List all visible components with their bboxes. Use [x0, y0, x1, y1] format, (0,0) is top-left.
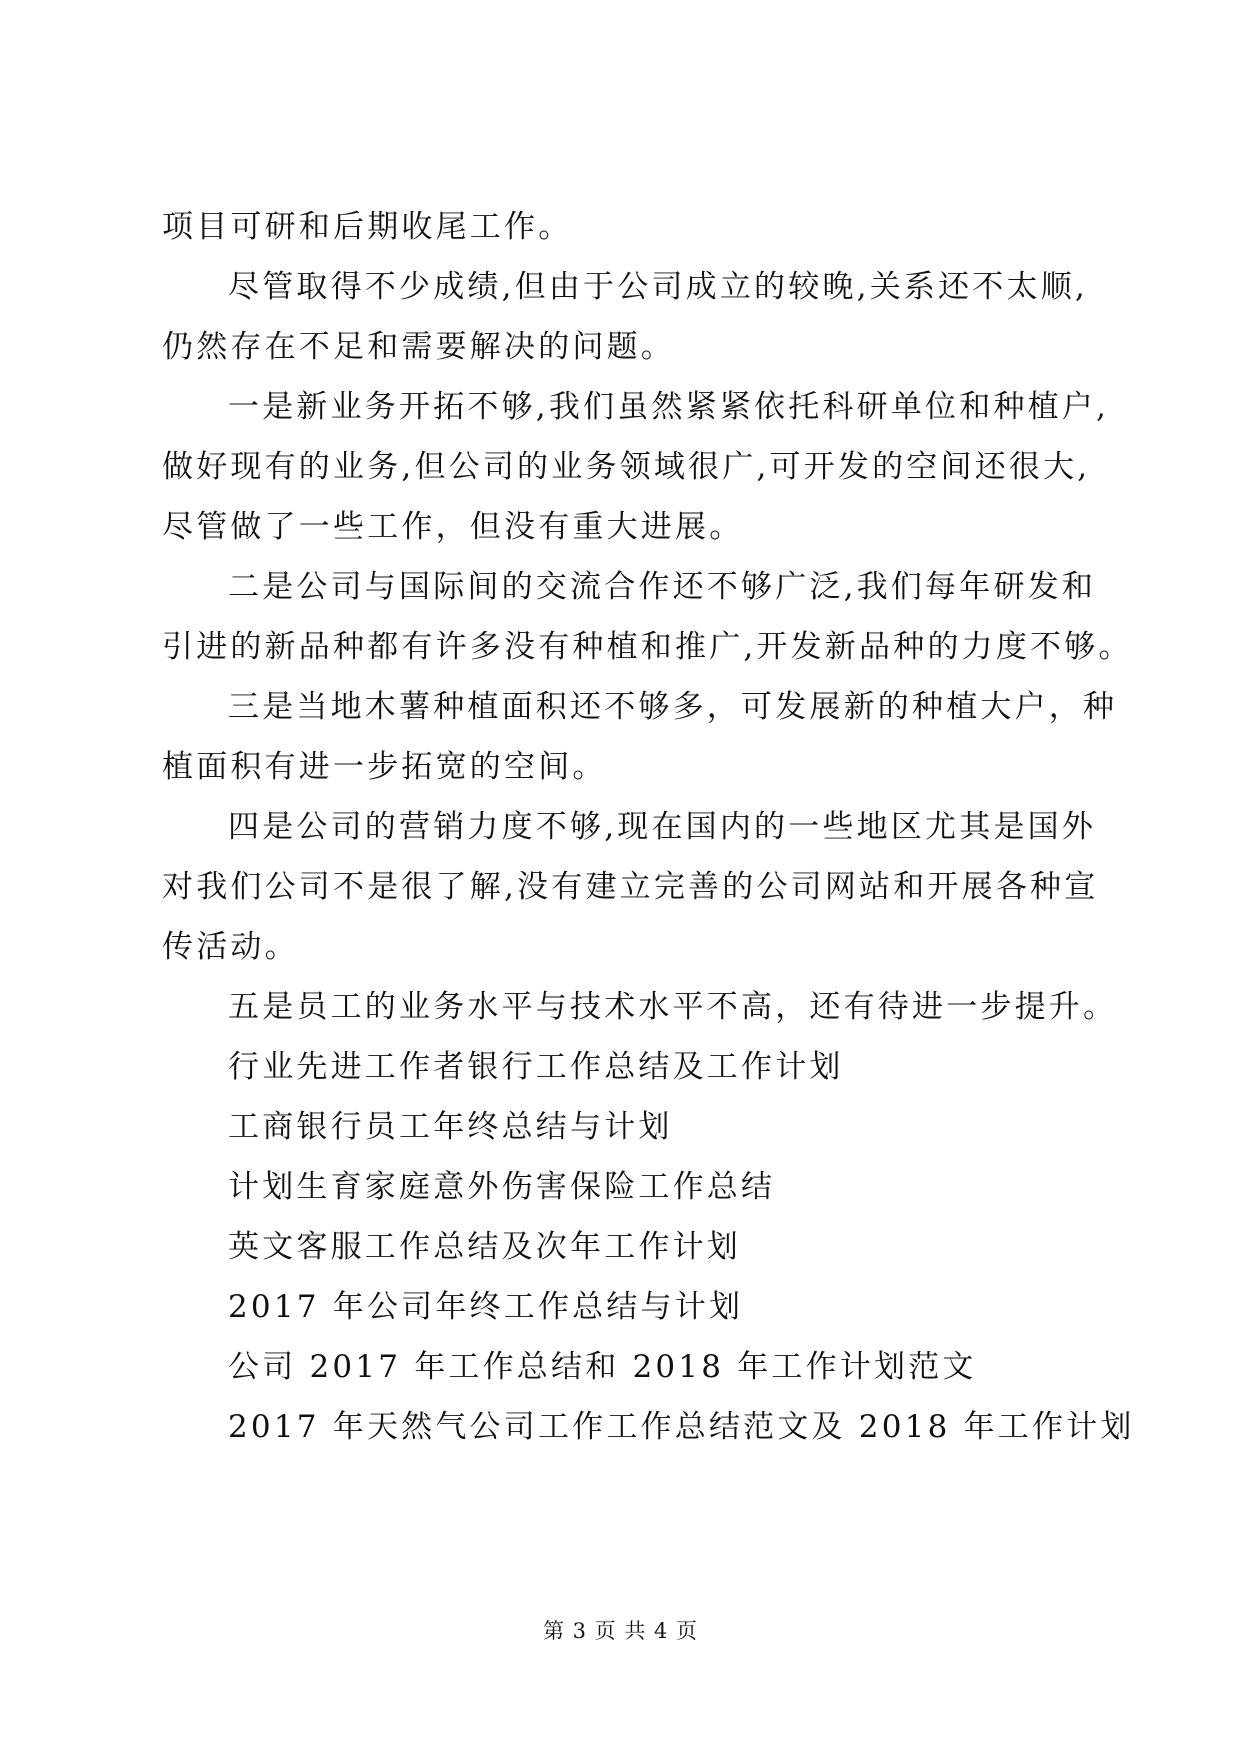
related-link-text: 工商银行员工年终总结与计划 [228, 1109, 673, 1145]
text-line: 四是公司的营销力度不够,现在国内的一些地区尤其是国外 [228, 809, 1097, 845]
text-line: 尽管做了一些工作，但没有重大进展。 [162, 509, 744, 545]
related-link-text: 2017 年天然气公司工作工作总结范文及 2018 年工作计划 [228, 1409, 1135, 1445]
text-line: 引进的新品种都有许多没有种植和推广,开发新品种的力度不够。 [162, 629, 1133, 665]
text-line: 一是新业务开拓不够,我们虽然紧紧依托科研单位和种植户, [228, 389, 1110, 425]
text-line: 项目可研和后期收尾工作。 [162, 209, 573, 245]
text-line: 传活动。 [162, 929, 299, 965]
text-line: 对我们公司不是很了解,没有建立完善的公司网站和开展各种宣 [162, 869, 1099, 905]
related-link-text: 行业先进工作者银行工作总结及工作计划 [228, 1049, 844, 1085]
text-line: 三是当地木薯种植面积还不够多，可发展新的种植大户，种 [228, 689, 1118, 725]
text-line: 二是公司与国际间的交流合作还不够广泛,我们每年研发和 [228, 569, 1097, 605]
related-link-text: 公司 2017 年工作总结和 2018 年工作计划范文 [228, 1349, 977, 1385]
page-number-footer: 第 3 页 共 4 页 [542, 1619, 699, 1643]
text-line: 仍然存在不足和需要解决的问题。 [162, 329, 675, 365]
related-link-text: 计划生育家庭意外伤害保险工作总结 [228, 1169, 776, 1205]
related-link-text: 英文客服工作总结及次年工作计划 [228, 1229, 741, 1265]
text-line: 尽管取得不少成绩,但由于公司成立的较晚,关系还不太顺, [228, 269, 1088, 305]
text-line: 做好现有的业务,但公司的业务领域很广,可开发的空间还很大, [162, 449, 1091, 485]
related-link-text: 2017 年公司年终工作总结与计划 [228, 1289, 744, 1325]
text-line: 植面积有进一步拓宽的空间。 [162, 749, 607, 785]
text-line: 五是员工的业务水平与技术水平不高，还有待进一步提升。 [228, 989, 1118, 1025]
